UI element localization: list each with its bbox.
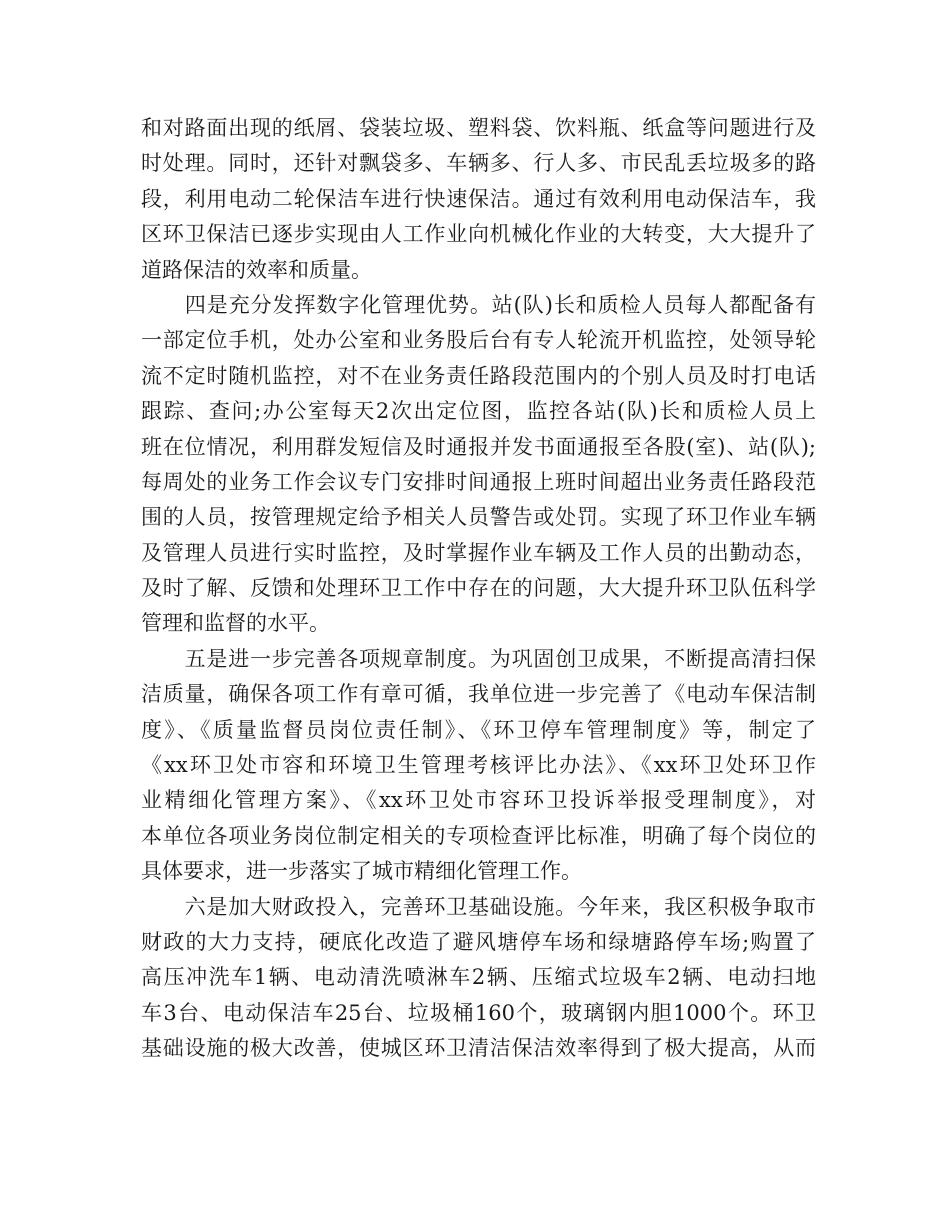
text-line: 时处理。同时，还针对飘袋多、车辆多、行人多、市民乱丢垃圾多的路 [141, 151, 816, 176]
text-line: 区环卫保洁已逐步实现由人工作业向机械化作业的大转变，大大提升了 [141, 222, 816, 247]
text-line: 流不定时随机监控，对不在业务责任路段范围内的个别人员及时打电话 [141, 363, 816, 388]
text-line: 《xx环卫处市容和环境卫生管理考核评比办法》、《xx环卫处环卫作 [141, 753, 816, 778]
text-line: 跟踪、查问;办公室每天2次出定位图，监控各站(队)长和质检人员上 [141, 399, 816, 424]
text-line: 及管理人员进行实时监控，及时掌握作业车辆及工作人员的出勤动态， [141, 540, 816, 565]
text-line: 财政的大力支持，硬底化改造了避风塘停车场和绿塘路停车场;购置了 [141, 929, 816, 954]
text-line: 管理和监督的水平。 [141, 611, 330, 636]
text-line: 洁质量，确保各项工作有章可循，我单位进一步完善了《电动车保洁制 [141, 682, 816, 707]
paragraph-digital-management [141, 288, 816, 642]
paragraph-continuation [141, 111, 816, 288]
text-line: 段，利用电动二轮保洁车进行快速保洁。通过有效利用电动保洁车，我 [141, 186, 816, 211]
text-line: 四是充分发挥数字化管理优势。站(队)长和质检人员每人都配备有 [141, 292, 816, 317]
text-line: 度》、《质量监督员岗位责任制》、《环卫停车管理制度》等，制定了 [141, 717, 816, 742]
text-line: 高压冲洗车1辆、电动清洗喷淋车2辆、压缩式垃圾车2辆、电动扫地 [141, 965, 816, 990]
text-line: 及时了解、反馈和处理环卫工作中存在的问题，大大提升环卫队伍科学 [141, 576, 816, 601]
text-line: 本单位各项业务岗位制定相关的专项检查评比标准，明确了每个岗位的 [141, 823, 816, 848]
paragraph-financial-investment [141, 890, 816, 1067]
text-line: 基础设施的极大改善，使城区环卫清洁保洁效率得到了极大提高，从而 [141, 1036, 816, 1061]
text-line: 围的人员，按管理规定给予相关人员警告或处罚。实现了环卫作业车辆 [141, 505, 816, 530]
text-line: 和对路面出现的纸屑、袋装垃圾、塑料袋、饮料瓶、纸盒等问题进行及 [141, 116, 816, 140]
text-line: 每周处的业务工作会议专门安排时间通报上班时间超出业务责任路段范 [141, 469, 816, 494]
text-line: 道路保洁的效率和质量。 [141, 257, 372, 282]
text-line: 车3台、电动保洁车25台、垃圾桶160个，玻璃钢内胆1000个。环卫 [141, 1000, 816, 1025]
text-line: 六是加大财政投入，完善环卫基础设施。今年来，我区积极争取市 [141, 894, 816, 919]
text-line: 班在位情况，利用群发短信及时通报并发书面通报至各股(室)、站(队); [141, 434, 816, 459]
text-line: 具体要求，进一步落实了城市精细化管理工作。 [141, 859, 582, 884]
text-line: 五是进一步完善各项规章制度。为巩固创卫成果，不断提高清扫保 [141, 646, 816, 671]
text-line: 业精细化管理方案》、《xx环卫处市容环卫投诉举报受理制度》，对 [141, 788, 816, 813]
document-body [141, 111, 816, 1067]
paragraph-regulations [141, 642, 816, 890]
text-line: 一部定位手机，处办公室和业务股后台有专人轮流开机监控，处领导轮 [141, 328, 816, 353]
